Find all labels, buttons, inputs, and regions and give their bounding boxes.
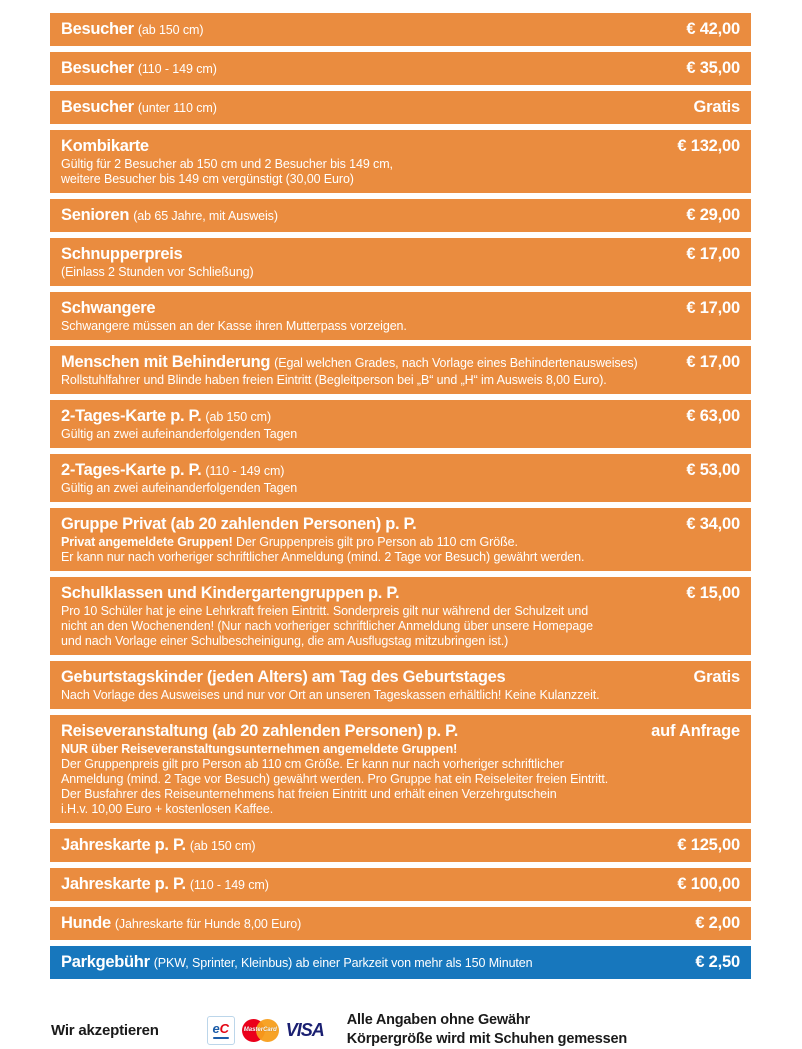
- row-titleline: [61, 406, 674, 427]
- row-title: Geburtstagskinder (jeden Alters) am Tag des Geburtstages: [61, 668, 506, 686]
- row-main: [61, 952, 683, 973]
- row-titleline: [61, 460, 674, 481]
- price-row: [50, 199, 751, 232]
- row-main: [61, 514, 674, 565]
- row-title: Schwangere: [61, 299, 156, 317]
- row-titleline: [61, 952, 683, 973]
- row-note: (Egal welchen Grades, nach Vorlage eines Behindertenausweises): [274, 356, 638, 370]
- row-subtext-line: (Einlass 2 Stunden vor Schließung): [61, 265, 254, 279]
- row-titleline: [61, 97, 682, 118]
- row-main: [61, 460, 674, 496]
- row-title: Besucher: [61, 20, 134, 38]
- price-row: [50, 661, 751, 709]
- row-subtext-line: NUR über Reiseveranstaltungsunternehmen angemeldete Gruppen!: [61, 742, 458, 756]
- row-subtext-line: Rollstuhlfahrer und Blinde haben freien Eintritt (Begleitperson bei „B“ und „H“ im Ausweis 8,00 Euro).: [61, 373, 607, 387]
- row-note: (PKW, Sprinter, Kleinbus) ab einer Parkzeit von mehr als 150 Minuten: [153, 956, 533, 970]
- row-subtext-line: Gültig an zwei aufeinanderfolgenden Tagen: [61, 481, 298, 495]
- row-price: € 125,00: [677, 836, 740, 854]
- row-subtext-line: i.H.v. 10,00 Euro + kostenlosen Kaffee.: [61, 802, 274, 816]
- row-price: € 132,00: [677, 137, 740, 155]
- row-subtext: [61, 373, 674, 388]
- row-titleline: [61, 835, 665, 856]
- row-title: Reiseveranstaltung (ab 20 zahlenden Personen) p. P.: [61, 722, 459, 740]
- row-price: € 17,00: [686, 245, 740, 263]
- row-main: [61, 874, 665, 895]
- row-note: (Jahreskarte für Hunde 8,00 Euro): [114, 917, 302, 931]
- row-subtext: [61, 157, 665, 187]
- row-title: Hunde: [61, 914, 111, 932]
- row-price: € 63,00: [686, 407, 740, 425]
- row-subtext: [61, 688, 682, 703]
- row-subtext-line: Gültig an zwei aufeinanderfolgenden Tagen: [61, 427, 298, 441]
- price-row: [50, 868, 751, 901]
- row-titleline: [61, 667, 682, 688]
- row-subtext-line: nicht an den Wochenenden! (Nur nach vorheriger schriftlicher Anmeldung über unsere Homepage: [61, 619, 593, 633]
- price-row: [50, 346, 751, 394]
- row-main: [61, 19, 674, 40]
- mastercard-icon: MasterCard: [242, 1019, 279, 1042]
- row-titleline: [61, 58, 674, 79]
- accept-label: Wir akzeptieren: [51, 1021, 159, 1039]
- row-titleline: [61, 514, 674, 535]
- row-main: [61, 583, 674, 649]
- row-price: € 100,00: [677, 875, 740, 893]
- row-price: € 29,00: [686, 206, 740, 224]
- row-note: (ab 150 cm): [189, 839, 256, 853]
- row-note: (unter 110 cm): [137, 101, 217, 115]
- row-price: € 2,50: [695, 953, 740, 971]
- row-main: [61, 835, 665, 856]
- row-main: [61, 97, 682, 118]
- row-note: (ab 150 cm): [137, 23, 204, 37]
- price-table: [50, 13, 751, 985]
- row-titleline: [61, 583, 674, 604]
- visa-icon: VISA: [285, 1020, 324, 1040]
- row-price: € 34,00: [686, 515, 740, 533]
- row-main: [61, 244, 674, 280]
- row-main: [61, 58, 674, 79]
- price-row: [50, 91, 751, 124]
- row-subtext: [61, 535, 674, 565]
- row-subtext: [61, 265, 674, 280]
- row-title: Kombikarte: [61, 137, 149, 155]
- row-note: (ab 65 Jahre, mit Ausweis): [133, 209, 278, 223]
- row-subtext-line: und nach Vorlage einer Schulbescheinigung, die am Ausflugstag mitzubringen ist.): [61, 634, 509, 648]
- price-row: [50, 13, 751, 46]
- row-main: [61, 205, 674, 226]
- price-row: [50, 508, 751, 571]
- footer: [50, 1011, 751, 1049]
- row-titleline: [61, 721, 639, 742]
- footer-note-line2: Körpergröße wird mit Schuhen gemessen: [346, 1031, 628, 1047]
- footer-note-line1: Alle Angaben ohne Gewähr: [346, 1012, 530, 1028]
- row-title: Menschen mit Behinderung: [61, 353, 271, 371]
- row-price: auf Anfrage: [651, 722, 740, 740]
- row-subtext: [61, 604, 674, 649]
- row-title: Schnupperpreis: [61, 245, 183, 263]
- row-price: € 42,00: [686, 20, 740, 38]
- row-note: (ab 150 cm): [205, 410, 272, 424]
- price-row: [50, 52, 751, 85]
- row-subtext: [61, 742, 639, 817]
- row-price: € 2,00: [695, 914, 740, 932]
- row-subtext-line: Er kann nur nach vorheriger schriftlicher Anmeldung (mind. 2 Tage vor Besuch) gewährt werden.: [61, 550, 585, 564]
- row-price: € 53,00: [686, 461, 740, 479]
- row-main: [61, 352, 674, 388]
- row-title: 2-Tages-Karte p. P.: [61, 461, 202, 479]
- row-note: (110 - 149 cm): [137, 62, 217, 76]
- row-price: € 17,00: [686, 353, 740, 371]
- row-subtext-line: Gültig für 2 Besucher ab 150 cm und 2 Besucher bis 149 cm,: [61, 157, 393, 171]
- row-subtext: [61, 481, 674, 496]
- row-titleline: [61, 352, 674, 373]
- price-row: [50, 130, 751, 193]
- price-row: [50, 907, 751, 940]
- row-title: Senioren: [61, 206, 130, 224]
- row-main: [61, 136, 665, 187]
- price-row: [50, 715, 751, 823]
- row-title: Schulklassen und Kindergartengruppen p. P.: [61, 584, 400, 602]
- payment-methods: [207, 1016, 324, 1045]
- row-title: Besucher: [61, 98, 134, 116]
- row-price: € 17,00: [686, 299, 740, 317]
- row-price: Gratis: [693, 98, 740, 116]
- row-title: 2-Tages-Karte p. P.: [61, 407, 202, 425]
- row-title: Gruppe Privat (ab 20 zahlenden Personen) p. P.: [61, 515, 417, 533]
- row-titleline: [61, 205, 674, 226]
- row-subtext-line: Nach Vorlage des Ausweises und nur vor Ort an unseren Tageskassen erhältlich! Keine Kulanzzeit.: [61, 688, 600, 702]
- price-row: [50, 292, 751, 340]
- row-titleline: [61, 244, 674, 265]
- row-subtext: [61, 427, 674, 442]
- row-main: [61, 298, 674, 334]
- ec-card-icon: eC: [207, 1016, 235, 1045]
- row-titleline: [61, 136, 665, 157]
- row-titleline: [61, 874, 665, 895]
- row-title: Jahreskarte p. P.: [61, 836, 186, 854]
- row-main: [61, 913, 683, 934]
- row-subtext-line: Der Busfahrer des Reiseunternehmens hat freien Eintritt und erhält einen Verzehrgutschein: [61, 787, 557, 801]
- row-subtext-line: Anmeldung (mind. 2 Tage vor Besuch) gewährt werden. Pro Gruppe hat ein Reiseleiter freien Eintritt.: [61, 772, 609, 786]
- row-subtext-line: Der Gruppenpreis gilt pro Person ab 110 cm Größe. Er kann nur nach vorheriger schriftlicher: [61, 757, 564, 771]
- row-title: Jahreskarte p. P.: [61, 875, 186, 893]
- row-main: [61, 667, 682, 703]
- row-subtext: [61, 319, 674, 334]
- row-subtext-line: Privat angemeldete Gruppen! Der Gruppenpreis gilt pro Person ab 110 cm Größe.: [61, 535, 518, 549]
- row-title: Besucher: [61, 59, 134, 77]
- price-row: [50, 400, 751, 448]
- row-note: (110 - 149 cm): [205, 464, 285, 478]
- row-price: Gratis: [693, 668, 740, 686]
- row-price: € 15,00: [686, 584, 740, 602]
- price-row: [50, 577, 751, 655]
- price-row: [50, 238, 751, 286]
- row-price: € 35,00: [686, 59, 740, 77]
- price-row: [50, 454, 751, 502]
- row-title: Parkgebühr: [61, 953, 150, 971]
- row-subtext-line: weitere Besucher bis 149 cm vergünstigt (30,00 Euro): [61, 172, 354, 186]
- footer-notes: [347, 1011, 627, 1049]
- row-note: (110 - 149 cm): [189, 878, 269, 892]
- price-row: [50, 946, 751, 979]
- row-subtext-line: Pro 10 Schüler hat je eine Lehrkraft freien Eintritt. Sonderpreis gilt nur während der Schulzeit und: [61, 604, 589, 618]
- row-titleline: [61, 913, 683, 934]
- row-main: [61, 406, 674, 442]
- row-subtext-line: Schwangere müssen an der Kasse ihren Mutterpass vorzeigen.: [61, 319, 407, 333]
- row-main: [61, 721, 639, 817]
- row-titleline: [61, 19, 674, 40]
- row-titleline: [61, 298, 674, 319]
- price-row: [50, 829, 751, 862]
